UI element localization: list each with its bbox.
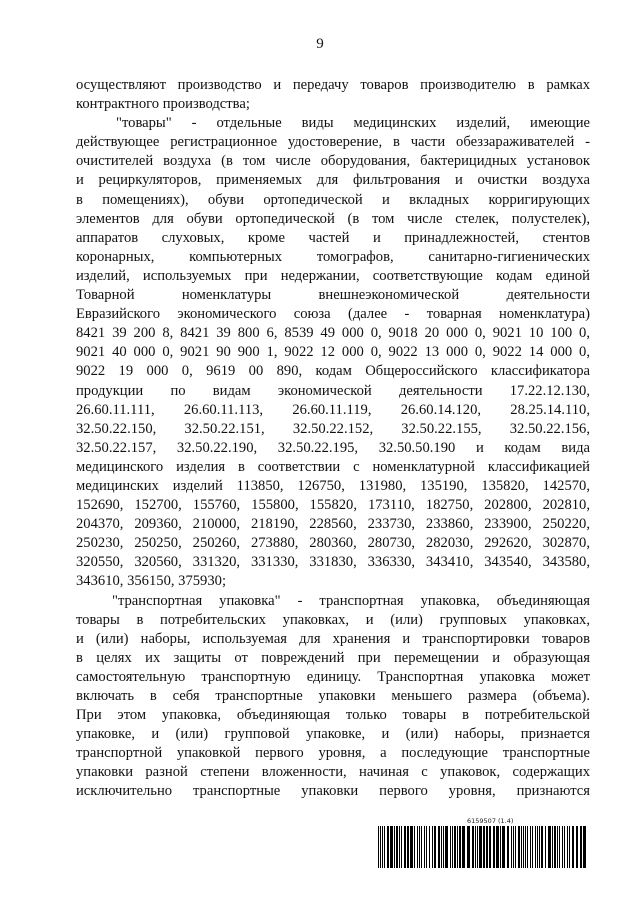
text-line: "транспортная упаковка" - транспортная упаковка, объединяющая [112,592,590,609]
barcode-bar [521,826,522,868]
barcode-bar [399,826,400,868]
document-id: 6159507 (1.4) [467,817,514,825]
text-line: 8421 39 200 8, 8421 39 800 6, 8539 49 000 0, 9018 20 000 0, 9021 10 100 0, [76,325,590,342]
text-line: самостоятельную транспортную единицу. Транспортная упаковка может [76,668,590,685]
barcode-bar [562,826,563,868]
barcode-bar [554,826,556,868]
barcode-bar [537,826,538,868]
barcode-bar [401,826,402,868]
text-line: медицинского изделия в соответствии с номенклатурной классификацией [76,458,590,475]
barcode-bar [548,826,551,868]
barcode-bar [525,826,526,868]
barcode-bar [557,826,558,868]
barcode-bar [569,826,570,868]
barcode-bar [513,826,514,868]
text-line: аппаратов слуховых, кроме частей и принадлежностей, стентов [76,229,590,246]
text-line: транспортной упаковкой первого уровня, а последующие транспортные [76,745,590,762]
barcode-bar [489,826,491,868]
text-line: 204370, 209360, 210000, 218190, 228560, 233730, 233860, 233900, 250220, [76,516,590,533]
text-line: При этом упаковка, объединяющая только товары в потребительской [76,707,590,724]
barcode-bar [580,826,582,868]
barcode-bar [384,826,385,868]
text-line: 152690, 152700, 155760, 155800, 155820, 173110, 182750, 202800, 202810, [76,497,590,514]
text-line: 9021 40 000 0, 9021 90 900 1, 9022 12 000 0, 9022 13 000 0, 9022 14 000 0, [76,344,590,361]
text-line: упаковки разной степени вложенности, начиная с упаковок, содержащих [76,764,590,781]
barcode-bar [462,826,465,868]
text-line: 32.50.22.150, 32.50.22.151, 32.50.22.152, 32.50.22.155, 32.50.22.156, [76,420,590,437]
text-line: действующее регистрационное удостоверение, в части обеззараживателей - [76,134,590,151]
barcode-bar [434,826,436,868]
text-line: упаковке, и (или) групповой упаковке, и (или) наборы, признается [76,726,590,743]
barcode-bar [477,826,478,868]
text-line: товары в потребительских упаковках, и (или) групповых упаковках, [76,611,590,628]
text-line: 320550, 320560, 331320, 331330, 331830, 336330, 343410, 343540, 343580, [76,554,590,571]
barcode-bar [472,826,474,868]
barcode-bar [457,826,458,868]
barcode-bar [496,826,499,868]
text-line: 343610, 356150, 375930; [76,573,226,590]
page-number: 9 [316,36,324,52]
barcode-bar [545,826,546,868]
barcode-bar [421,826,422,868]
barcode-bar [535,826,536,868]
text-line: осуществляют производство и передачу товаров производителю в рамках [76,77,590,93]
barcode-bar [539,826,540,868]
barcode-bar [532,826,533,868]
barcode-bar [467,826,470,868]
barcode-bar [410,826,413,868]
barcode-bar [523,826,524,868]
barcode-bar [567,826,568,868]
text-line: 250230, 250250, 250260, 273880, 280360, 280730, 282030, 292620, 302870, [76,535,590,552]
barcode-bar [426,826,427,868]
barcode-bar [479,826,482,868]
barcode-bar [559,826,560,868]
text-line: 32.50.22.157, 32.50.22.190, 32.50.22.195, 32.50.50.190 и кодам вида [76,439,590,456]
text-line: в помещениях), обуви ортопедической и вкладных корригирующих [76,191,590,208]
barcode-bar [552,826,553,868]
text-line: включать в себя транспортные упаковки меньшего размера (объема). [76,688,590,704]
text-line: элементов для обуви ортопедической (в том числе стелек, полустелек), [76,210,590,227]
text-line: контрактного производства; [76,96,250,113]
barcode-bar [511,826,512,868]
barcode-bar [500,826,501,868]
barcode-bar [417,826,418,868]
barcode-bar [576,826,578,868]
text-line: 26.60.11.111, 26.60.11.113, 26.60.11.119, 26.60.14.120, 28.25.14.110, [76,401,590,418]
text-line: изделий, используемых при недержании, соответствующие кодам единой [76,267,590,284]
text-line: "товары" - отдельные виды медицинских изделий, имеющие [116,115,590,132]
document-body [76,76,590,802]
barcode-bar [432,826,433,868]
text-line: исключительно транспортные упаковки первого уровня, признаются [76,783,590,800]
barcode-bar [515,826,516,868]
text-line: медицинских изделий 113850, 126750, 131980, 135190, 135820, 142570, [76,477,590,494]
barcode-bar [450,826,451,868]
text-line: продукции по видам экономической деятельности 17.22.12.130, [76,382,590,399]
barcode-bar [445,826,448,868]
barcode-bar [414,826,415,868]
barcode-bar [380,826,381,868]
barcode-image [378,826,586,868]
barcode-bar [564,826,565,868]
barcode-bar [429,826,430,868]
text-line: и (или) наборы, используемая для хранения и транспортировки товаров [76,630,590,647]
barcode-bar [502,826,505,868]
barcode-bar [475,826,476,868]
barcode-bar [387,826,389,868]
barcode-bar [419,826,420,868]
barcode-bar [441,826,442,868]
text-line: Товарной номенклатуры внешнеэкономической деятельности [76,287,590,304]
barcode-bar [486,826,488,868]
barcode-bar [518,826,520,868]
text-line: коронарных, компьютерных томографов, санитарно-гигиенических [76,248,590,265]
barcode-bar [483,826,485,868]
barcode-bar [583,826,586,868]
barcode-bar [530,826,531,868]
barcode-bar [404,826,406,868]
barcode-bar [452,826,453,868]
text-line: в целях их защиты от повреждений при перемещении и образующая [76,649,590,666]
barcode-bar [507,826,509,868]
barcode-bar [438,826,440,868]
barcode-bar [396,826,398,868]
barcode-bar [443,826,444,868]
barcode-bar [407,826,409,868]
barcode-bar [382,826,383,868]
barcode-bar [493,826,495,868]
barcode-bar [459,826,461,868]
barcode-bar [454,826,456,868]
barcode-bar [527,826,528,868]
text-line: Евразийского экономического союза (далее - товарная номенклатура) [76,306,590,323]
barcode-bar [541,826,543,868]
text-line: очистителей воздуха (в том числе оборудования, бактерицидных установок [76,153,590,170]
barcode-bar [424,826,425,868]
barcode-bar [394,826,395,868]
text-line: 9022 19 000 0, 9619 00 890, кодам Общероссийского классификатора [76,363,590,380]
barcode-bar [390,826,393,868]
text-line: и рециркуляторов, применяемых для фильтрования и очистки воздуха [76,172,590,189]
barcode-bar [572,826,574,868]
barcode-bar [378,826,379,868]
